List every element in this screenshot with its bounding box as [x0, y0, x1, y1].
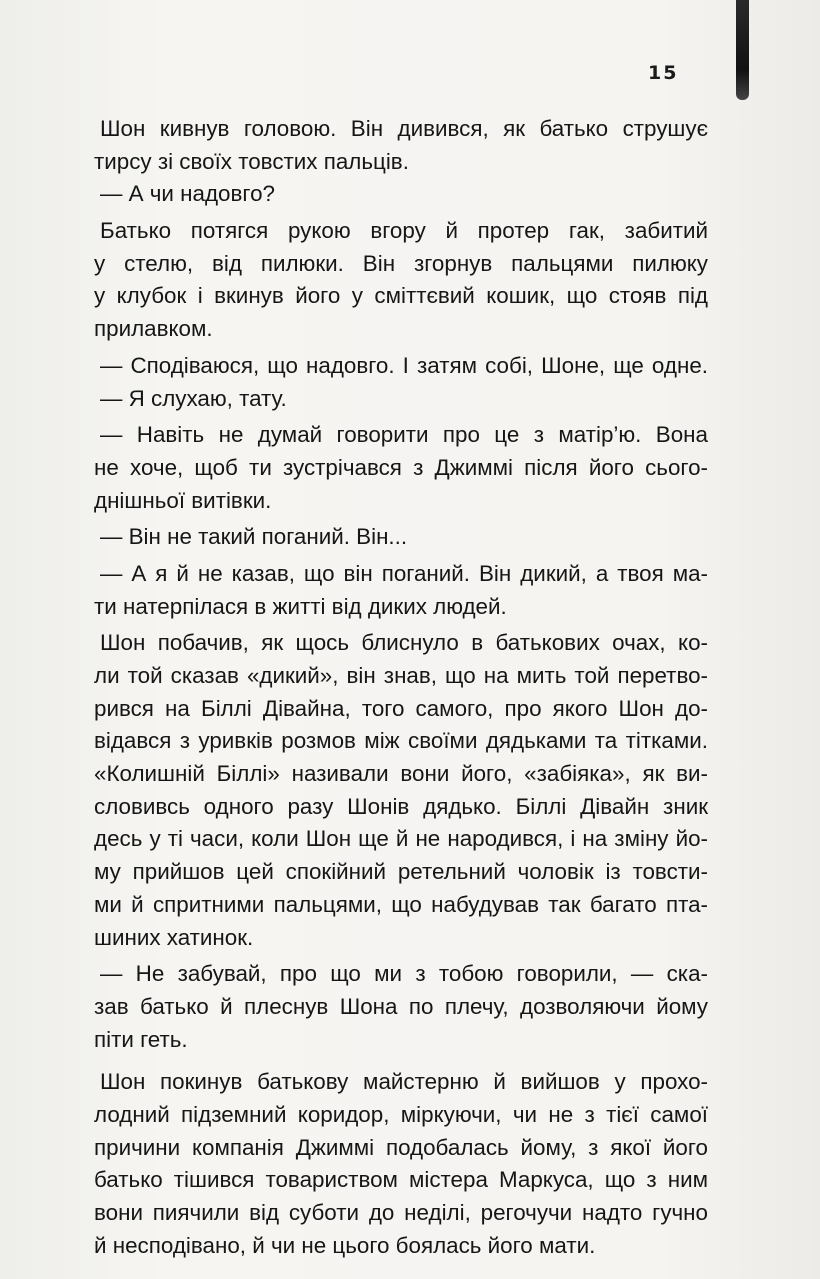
text-line: десь у ті часи, коли Шон ще й не народився, і на зміну йо- — [94, 826, 708, 852]
page-edge-mark — [736, 0, 749, 100]
text-line: днішньої витівки. — [94, 487, 272, 513]
text-line: рився на Біллі Дівайна, того самого, про якого Шон до- — [94, 695, 708, 721]
text-line: «Колишній Біллі» називали вони його, «забіяка», як ви- — [94, 761, 708, 787]
text-line: зав батько й плеснув Шона по плечу, дозволяючи йому — [94, 993, 708, 1019]
text-line: вони пиячили від суботи до неділі, регочучи надто гучно — [94, 1200, 708, 1225]
text-line: Шон покинув батькову майстерню й вийшов у прохо- — [100, 1069, 708, 1095]
text-line: у клубок і вкинув його у сміттєвий кошик, що стояв під — [94, 283, 708, 309]
text-line: лодний підземний коридор, міркуючи, чи не з тієї самої — [94, 1101, 708, 1127]
text-line: Батько потягся рукою вгору й протер гак, забитий — [100, 218, 708, 244]
text-line: Шон кивнув головою. Він дивився, як батько струшує — [100, 116, 708, 141]
text-line: — А я й не казав, що він поганий. Він дикий, а твоя ма- — [100, 560, 708, 586]
text-line: — Навіть не думай говорити про це з матір’ю. Вона — [100, 422, 708, 448]
text-line: — А чи надовго? — [100, 181, 275, 207]
page-number: 15 — [648, 62, 679, 84]
text-line: й несподівано, й чи не цього боялась його мати. — [94, 1232, 596, 1258]
text-line: тирсу зі своїх товстих пальців. — [94, 148, 409, 174]
text-line: у стелю, від пилюки. Він згорнув пальцями пилюку — [94, 250, 708, 276]
text-line: ли той сказав «дикий», він знав, що на мить той перетво- — [94, 663, 708, 688]
text-line: піти геть. — [94, 1026, 188, 1052]
text-line: причини компанія Джиммі подобалась йому, з якої його — [94, 1134, 708, 1160]
text-line: — Він не такий поганий. Він... — [100, 524, 408, 550]
text-line: ми й спритними пальцями, що набудував так багато пта- — [94, 891, 708, 917]
text-line: батько тішився товариством містера Маркуса, що з ним — [94, 1167, 708, 1193]
body-text — [94, 113, 708, 1262]
text-line: прилавком. — [94, 316, 213, 342]
text-line: відався з уривків розмов між своїми дядьками та тітками. — [94, 728, 708, 754]
text-line: — Я слухаю, тату. — [100, 385, 287, 411]
text-line: шиних хатинок. — [94, 924, 254, 950]
text-line: — Сподіваюся, що надовго. І затям собі, Шоне, ще одне. — [100, 352, 708, 378]
text-line: му прийшов цей спокійний ретельний чоловік із товсти- — [94, 859, 708, 885]
text-line: — Не забувай, про що ми з тобою говорили, — ска- — [100, 961, 708, 987]
text-line: словивсь одного разу Шонів дядько. Біллі Дівайн зник — [94, 793, 708, 819]
text-line: ти натерпілася в житті від диких людей. — [94, 593, 507, 619]
text-line: Шон побачив, як щось блиснуло в батькових очах, ко- — [100, 630, 708, 656]
text-line: не хоче, щоб ти зустрічався з Джиммі після його сього- — [94, 454, 708, 480]
